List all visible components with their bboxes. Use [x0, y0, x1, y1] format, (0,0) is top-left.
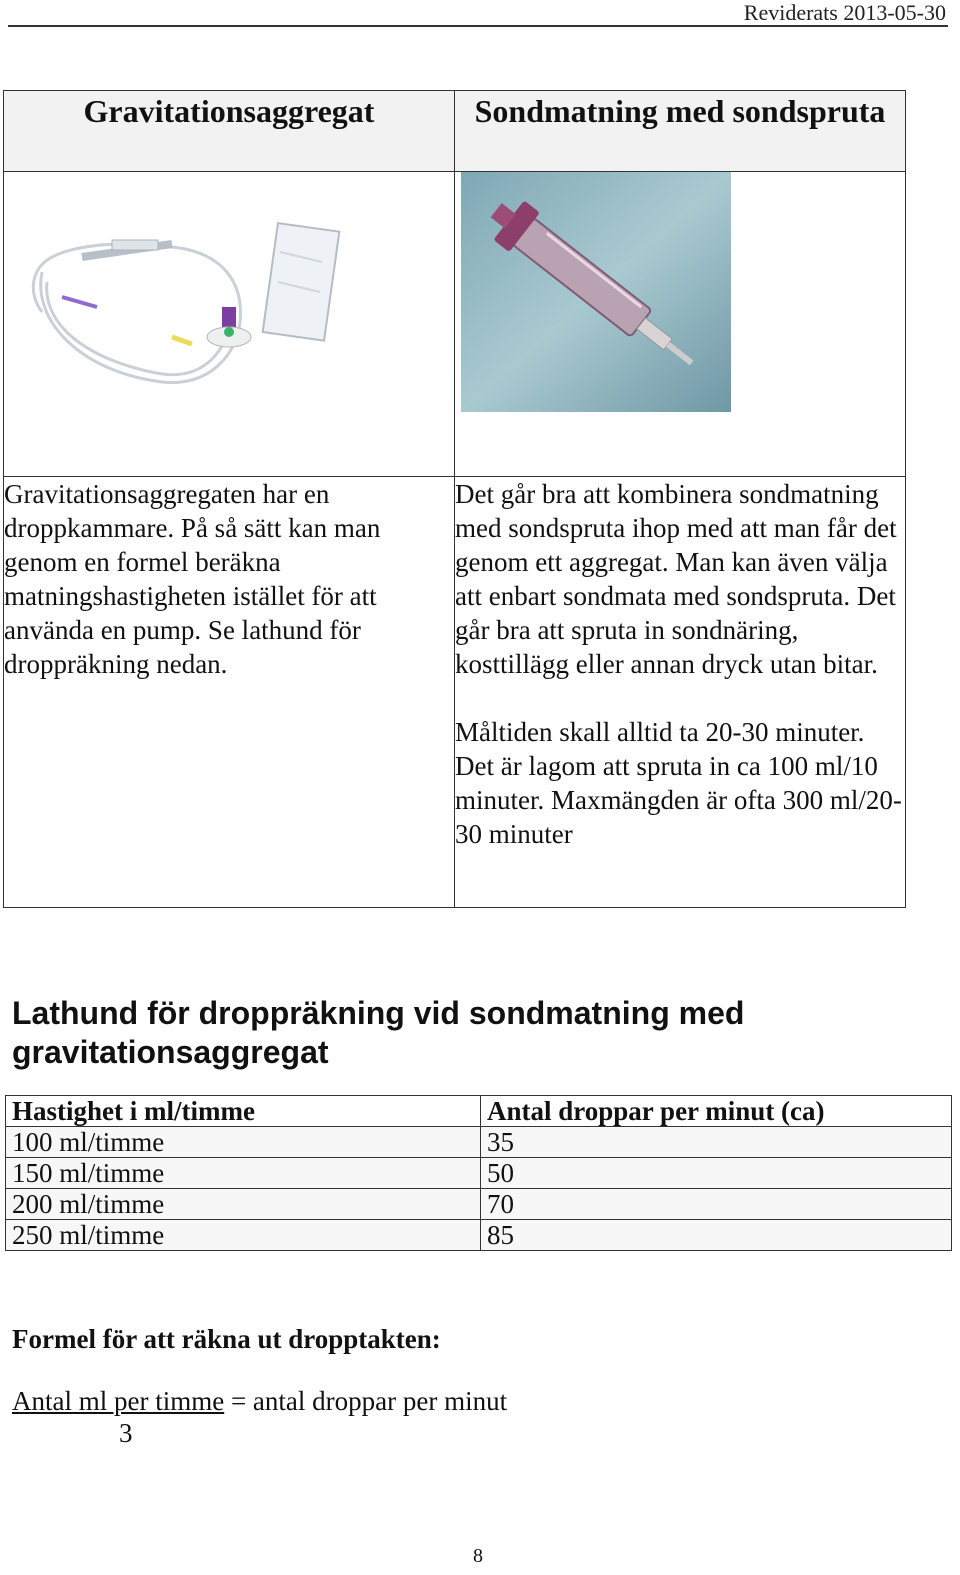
rate-column-header: Hastighet i ml/timme [6, 1096, 481, 1127]
gravity-set-image-cell [4, 172, 455, 477]
gravity-set-heading: Gravitationsaggregat [4, 91, 455, 172]
table-row [6, 1220, 952, 1251]
drip-rate-table [5, 1095, 952, 1251]
formula-numerator: Antal ml per timme [12, 1386, 225, 1416]
drops-column-header: Antal droppar per minut (ca) [481, 1096, 952, 1127]
formula [12, 1386, 507, 1417]
page-number: 8 [473, 1545, 483, 1567]
rate-cell: 100 ml/timme [6, 1127, 481, 1158]
table-row [6, 1158, 952, 1189]
rate-cell: 200 ml/timme [6, 1189, 481, 1220]
table-row [6, 1189, 952, 1220]
syringe-image-cell [455, 172, 906, 477]
comparison-table [3, 90, 906, 908]
drops-cell: 70 [481, 1189, 952, 1220]
gravity-set-description-cell [4, 477, 455, 908]
table-header-row [6, 1096, 952, 1127]
formula-result: = antal droppar per minut [224, 1386, 508, 1416]
drops-cell: 85 [481, 1220, 952, 1251]
syringe-description: Det går bra att kombinera sondmatning med sondspruta ihop med att man får det genom ett aggregat. Man kan även välja att enbart sondmata med sondspruta. Det går bra att spruta in sondnäring, kosttillägg eller annan dryck utan bitar. [455, 479, 897, 679]
table-row [6, 1127, 952, 1158]
gravity-set-image [22, 212, 352, 402]
gravity-set-description: Gravitationsaggregaten har en droppkammare. På så sätt kan man genom en formel beräkna matningshastigheten istället för att använda en pump. Se lathund för droppräkning nedan. [4, 479, 381, 679]
formula-title: Formel för att räkna ut dropptakten: [12, 1324, 441, 1354]
header-divider [8, 25, 948, 27]
rate-cell: 150 ml/timme [6, 1158, 481, 1189]
syringe-image [461, 172, 731, 412]
drops-cell: 35 [481, 1127, 952, 1158]
revision-date: Reviderats 2013-05-30 [743, 0, 946, 25]
drops-cell: 50 [481, 1158, 952, 1189]
meal-duration-note: Måltiden skall alltid ta 20-30 minuter. Det är lagom att spruta in ca 100 ml/10 minuter. Maxmängden är ofta 300 ml/20-30 minuter [455, 717, 902, 849]
drip-guide-title: Lathund för droppräkning vid sondmatning med gravitationsaggregat [12, 995, 745, 1070]
syringe-description-cell [455, 477, 906, 908]
rate-cell: 250 ml/timme [6, 1220, 481, 1251]
formula-denominator: 3 [119, 1418, 133, 1448]
syringe-heading: Sondmatning med sondspruta [455, 91, 906, 172]
